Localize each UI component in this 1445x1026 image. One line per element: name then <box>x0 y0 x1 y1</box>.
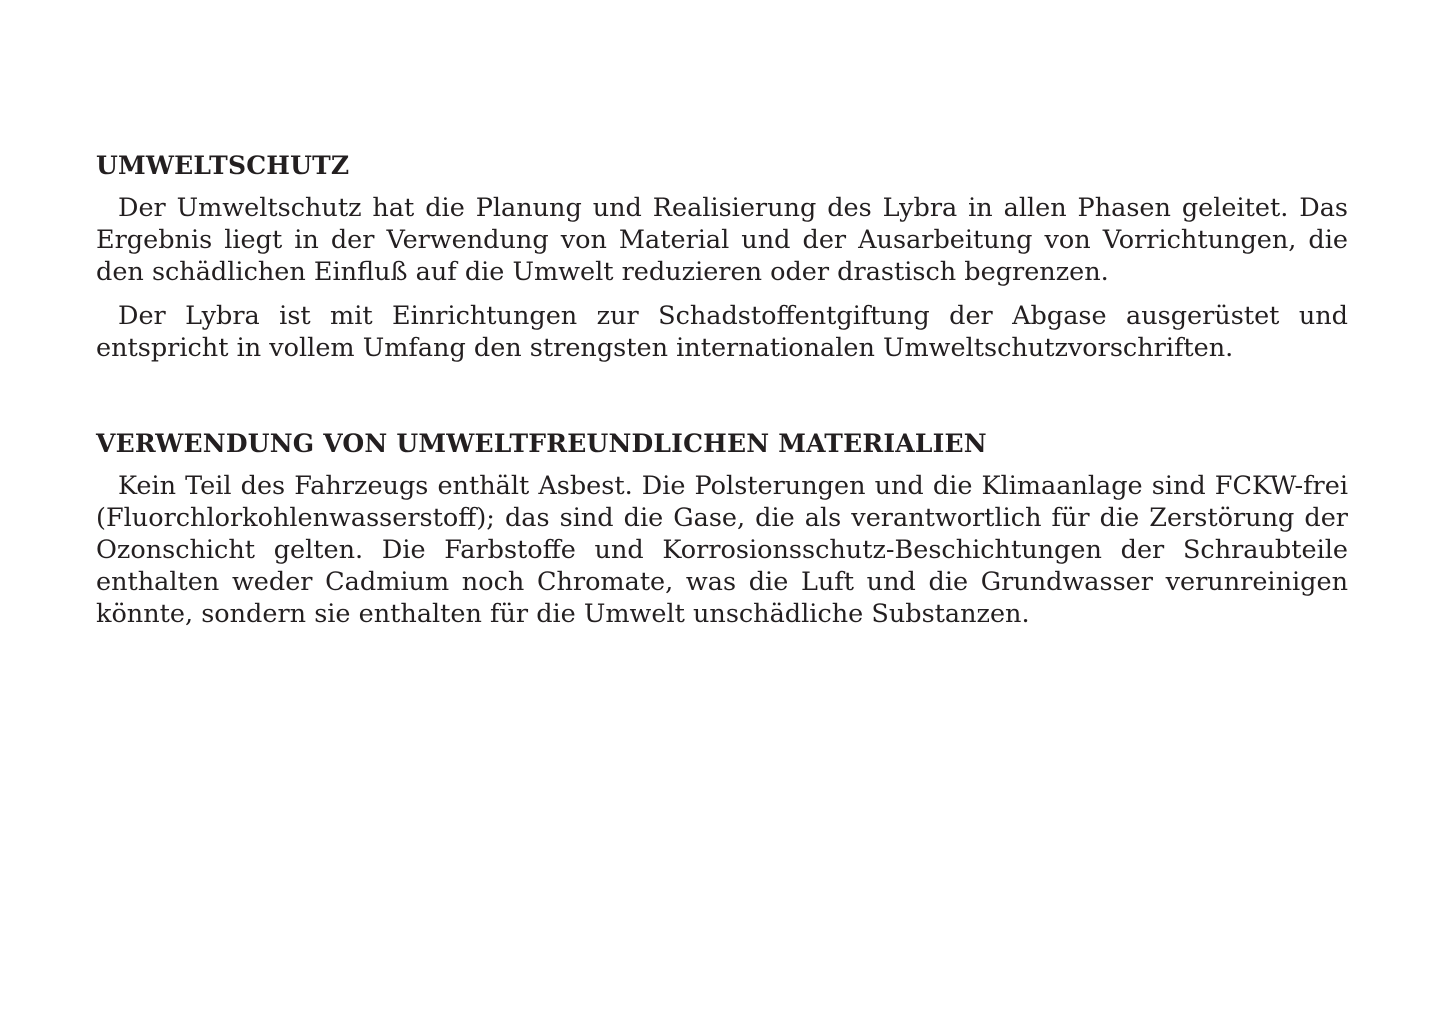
section-heading: UMWELTSCHUTZ <box>96 151 350 180</box>
body-paragraph: Kein Teil des Fahrzeugs enthält Asbest. Die Polsterungen und die Klimaanlage sind FCKW-frei (Fluorchlorkohlenwasserstoff); das sind die Gase, die als verantwortlich für die Zerstörung der Ozonschicht gelten. Die Farbstoffe und Korrosionsschutz-Beschichtungen der Schraubteile enthalten weder Cadmium noch Chromate, was die Luft und die Grundwasser verunreinigen könnte, sondern sie enthalten für die Umwelt unschädliche Substanzen. <box>96 471 1348 629</box>
section-heading: VERWENDUNG VON UMWELTFREUNDLICHEN MATERIALIEN <box>96 429 987 458</box>
body-paragraph: Der Umweltschutz hat die Planung und Realisierung des Lybra in allen Phasen geleitet. Das Ergebnis liegt in der Verwendung von Material und der Ausarbeitung von Vorrichtungen, die den schädlichen Einfluß auf die Umwelt reduzieren oder drastisch begrenzen. <box>96 193 1348 287</box>
document-page <box>96 148 1348 642</box>
body-paragraph: Der Lybra ist mit Einrichtungen zur Schadstoffentgiftung der Abgase ausgerüstet und entspricht in vollem Umfang den strengsten internationalen Umweltschutzvorschriften. <box>96 301 1348 363</box>
section-umweltschutz <box>96 148 1348 364</box>
section-materialien <box>96 426 1348 630</box>
